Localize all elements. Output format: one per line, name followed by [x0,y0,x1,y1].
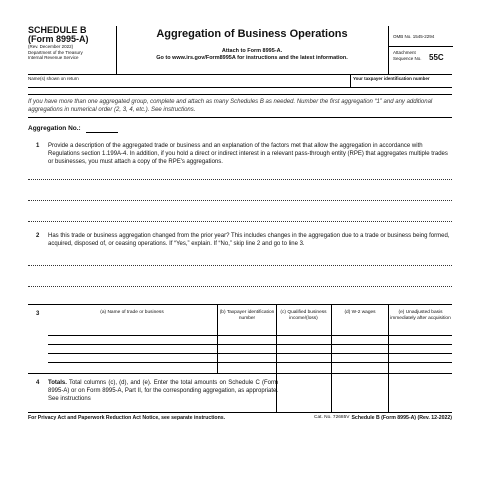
department: Department of the Treasury [28,49,83,55]
privacy-notice: For Privacy Act and Paperwork Reduction Act Notice, see separate instructions. [28,415,226,421]
col-d-header: (d) W-2 wages [344,310,376,315]
revision-date: (Rev. December 2022) [28,44,74,49]
name-input[interactable] [28,87,350,94]
omb-divider [389,46,453,47]
line-2-answer[interactable] [28,248,452,304]
line-4 [28,373,452,412]
col-b-header: (b) Taxpayer identification number [219,310,275,321]
irs-label: Internal Revenue Service [28,55,79,60]
form-footer [28,412,452,425]
schedule-title: SCHEDULE B [28,25,87,35]
sequence-label: Sequence No. [393,56,422,61]
line-1-number: 1 [36,143,40,149]
form-page [28,26,452,425]
title-block [116,26,388,74]
form-title: Aggregation of Business Operations [156,28,348,40]
form-header [28,26,452,75]
table-row[interactable] [48,363,452,372]
total-c-input[interactable] [277,375,331,411]
sequence-number: 55C [429,53,444,62]
form-reference: (Form 8995-A) [28,34,89,44]
line-3-table [28,304,452,373]
general-instructions: If you have more than one aggregated group, complete and attach as many Schedules B as needed. Number the first aggregation “1” and any additional aggregations in numerical order (2, 3, 4, etc.). See instructions. [28,99,433,113]
line-1-answer[interactable] [28,166,452,232]
line-1-text: Provide a description of the aggregated trade or business and an explanation of the factors met that allow the aggregation in accordance with Regulations section 1.199A-4. In addition, if you hold a direct or indirect interest in a relevant pass-through entity (RPE) that aggregates multiple trades or businesses, you must attach a copy of the RPE's aggregations. [48,143,448,165]
attachment-label: Attachment [393,50,416,55]
line-2-number: 2 [36,233,40,239]
name-row [28,75,452,88]
col-a-header: (a) Name of trade or business [100,310,164,315]
goto-instruction: Go to www.irs.gov/Form8995A for instructions and the latest information. [156,55,348,61]
total-e-input[interactable] [389,375,452,411]
line-4-text: Totals. Total columns (c), (d), and (e). Enter the total amounts on Schedule C (Form 8995-A) or on Form 8995-A, Part II, for the corresponding aggregation, as appropriate. See instructions [48,380,279,402]
line-1 [28,142,452,166]
omb-block [388,26,453,74]
total-d-input[interactable] [332,375,388,411]
table-row[interactable] [48,354,452,362]
aggregation-label: Aggregation No.: [28,125,81,132]
aggregation-number-input[interactable] [86,132,118,133]
tin-label: Your taxpayer identification number [353,76,430,81]
col-c-header: (c) Qualified business income/(loss) [280,310,327,321]
line-4-number: 4 [36,380,40,386]
form-id-block [28,26,117,74]
omb-number: OMB No. 1545-2294 [393,34,435,39]
catalog-number: Cat. No. 72685V [314,415,350,420]
line-2-text: Has this trade or business aggregation changed from the prior year? This includes changes in the aggregation due to a trade or business being formed, acquired, disposed of, or ceasing operations. If “Yes,” explain. If “No,” skip line 2 and go to line 3. [48,233,450,247]
form-identifier: Schedule B (Form 8995-A) (Rev. 12-2022) [351,415,452,421]
col-e-header: (e) Unadjusted basis immediately after acquisition [390,310,451,321]
name-label: Name(s) shown on return [28,76,79,81]
table-row[interactable] [48,336,452,344]
aggregation-row [28,118,452,138]
line-3-number: 3 [36,311,40,317]
table-row[interactable] [48,345,452,353]
attach-instruction: Attach to Form 8995-A. [221,48,283,54]
line-2 [28,232,452,248]
